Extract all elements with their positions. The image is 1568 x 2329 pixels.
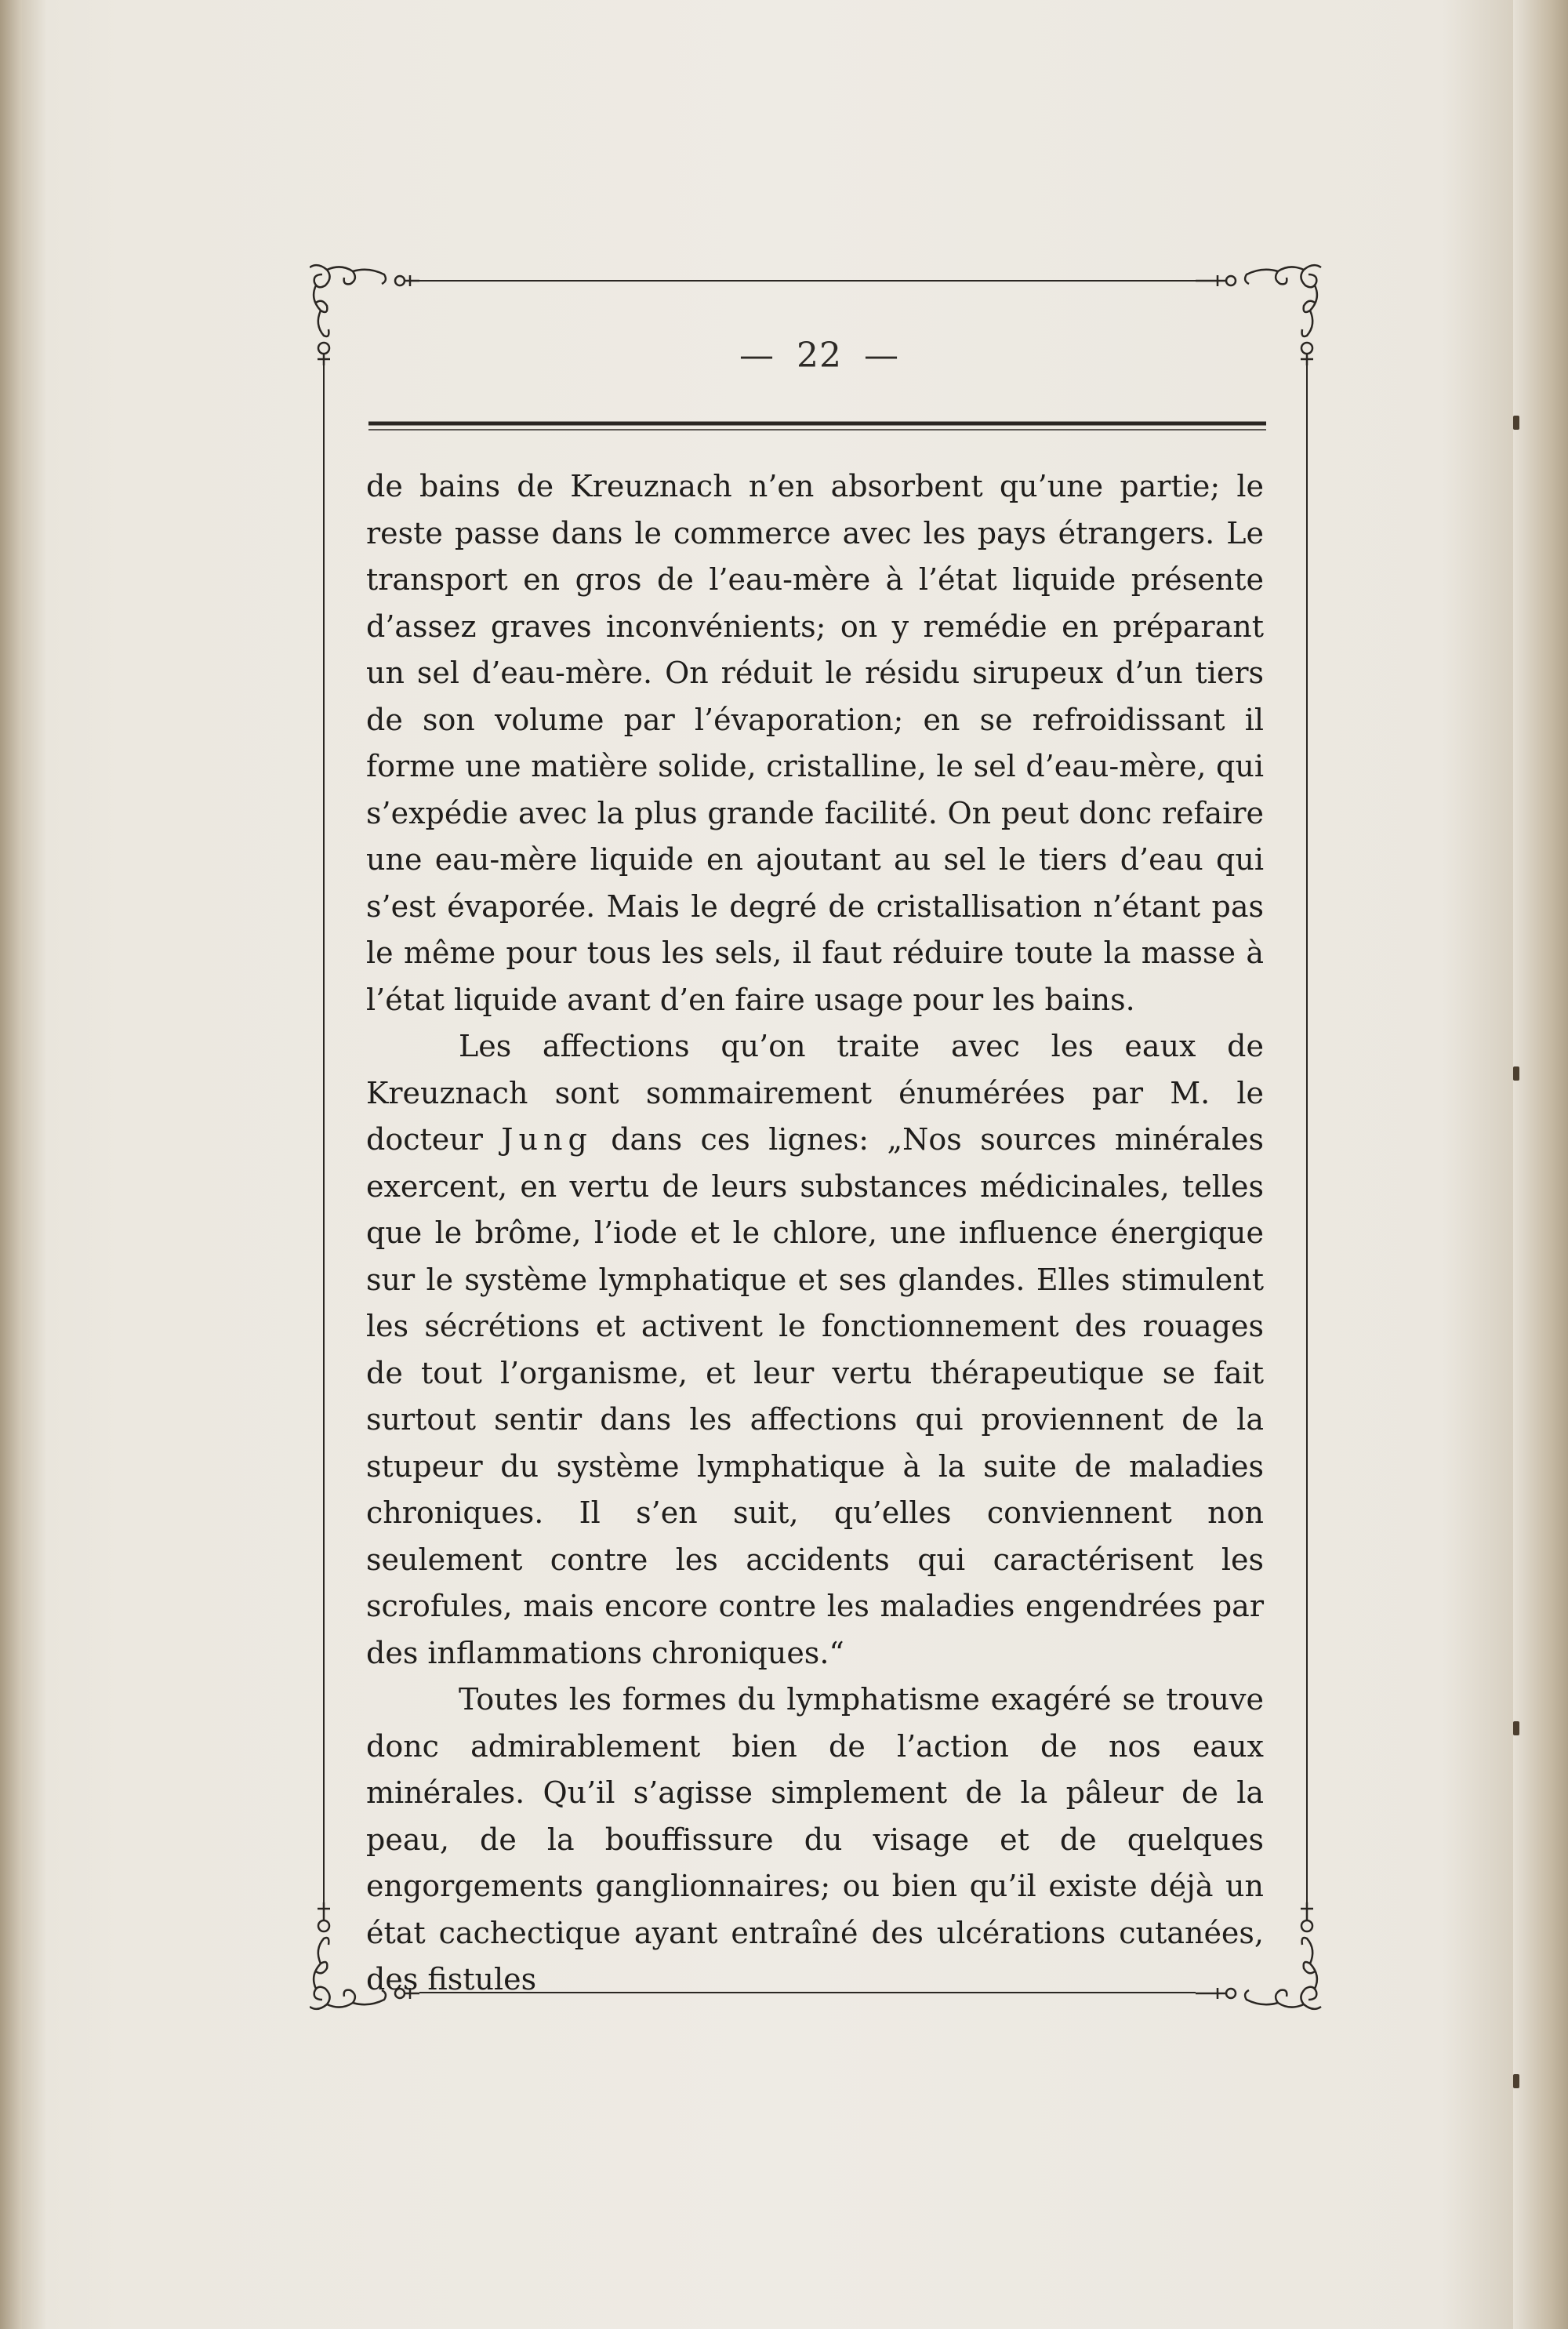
binding-thread-mark bbox=[1513, 1066, 1519, 1081]
paragraph-3: Toutes les formes du lymphatisme exagéré se trouve donc admirablement bien de l’action de nos eaux minérales. Qu’il s’agisse simplement de la pâleur de la peau, de la bouffissure du visage et de quelques engorgements ganglionnaires; ou bien qu’il existe déjà un état cachectique ayant entraîné des ulcérations cutanées, des fistules bbox=[366, 1682, 1264, 1997]
paragraph-1: de bains de Kreuznach n’en absorbent qu’une partie; le reste passe dans le commerce avec les pays étrangers. Le transport en gros de l’eau-mère à l’état liquide présente d’assez graves inconvénients; on y remédie en préparant un sel d’eau-mère. On réduit le résidu sirupeux d’un tiers de son volume par l’évaporation; en se refroidissant il forme une matière solide, cristalline, le sel d’eau-mère, qui s’expédie avec la plus grande facilité. On peut donc refaire une eau-mère liquide en ajoutant au sel le tiers d’eau qui s’est évaporée. Mais le degré de cristallisation n’étant pas le même pour tous les sels, il faut réduire toute la masse à l’état liquide avant d’en faire usage pour les bains. bbox=[366, 469, 1264, 1017]
page-number-value: 22 bbox=[797, 336, 842, 376]
paragraph-2-quote: dans ces lignes: „Nos sources minérales exercent, en vertu de leurs substances médicinales, telles que le brôme, l’iode et le chlore, une influence énergique sur le système lymphatique et ses glandes. Elles stimulent les sécrétions et activent le fonctionnement des rouages de tout l’organisme, et leur vertu thérapeutique se fait surtout sentir dans les affections qui proviennent de la stupeur du système lymphatique à la suite de maladies chroniques. Il s’en suit, qu’elles conviennent non seulement contre les accidents qui caractérisent les scrofules, mais encore contre les maladies engendrées par des inflammations chroniques.“ bbox=[366, 1122, 1264, 1670]
book-gutter-edge bbox=[0, 0, 22, 2329]
book-fore-edge bbox=[1513, 0, 1568, 2329]
page-number-dash-left: — bbox=[739, 336, 775, 376]
author-name-spaced: Jung bbox=[501, 1122, 593, 1157]
paragraph-2-lead: Les affections qu’on traite avec les eaux de Kreuznach sont sommairement énumérées par M. le docteur bbox=[366, 1029, 1264, 1157]
page-number-dash-right: — bbox=[864, 336, 899, 376]
paragraph-2 bbox=[366, 1023, 1264, 1677]
binding-thread-mark bbox=[1513, 2074, 1519, 2088]
body-text bbox=[366, 463, 1264, 2004]
binding-thread-mark bbox=[1513, 1721, 1519, 1735]
binding-thread-mark bbox=[1513, 416, 1519, 430]
page-number bbox=[310, 336, 1329, 376]
decorative-page-frame bbox=[310, 263, 1329, 2012]
